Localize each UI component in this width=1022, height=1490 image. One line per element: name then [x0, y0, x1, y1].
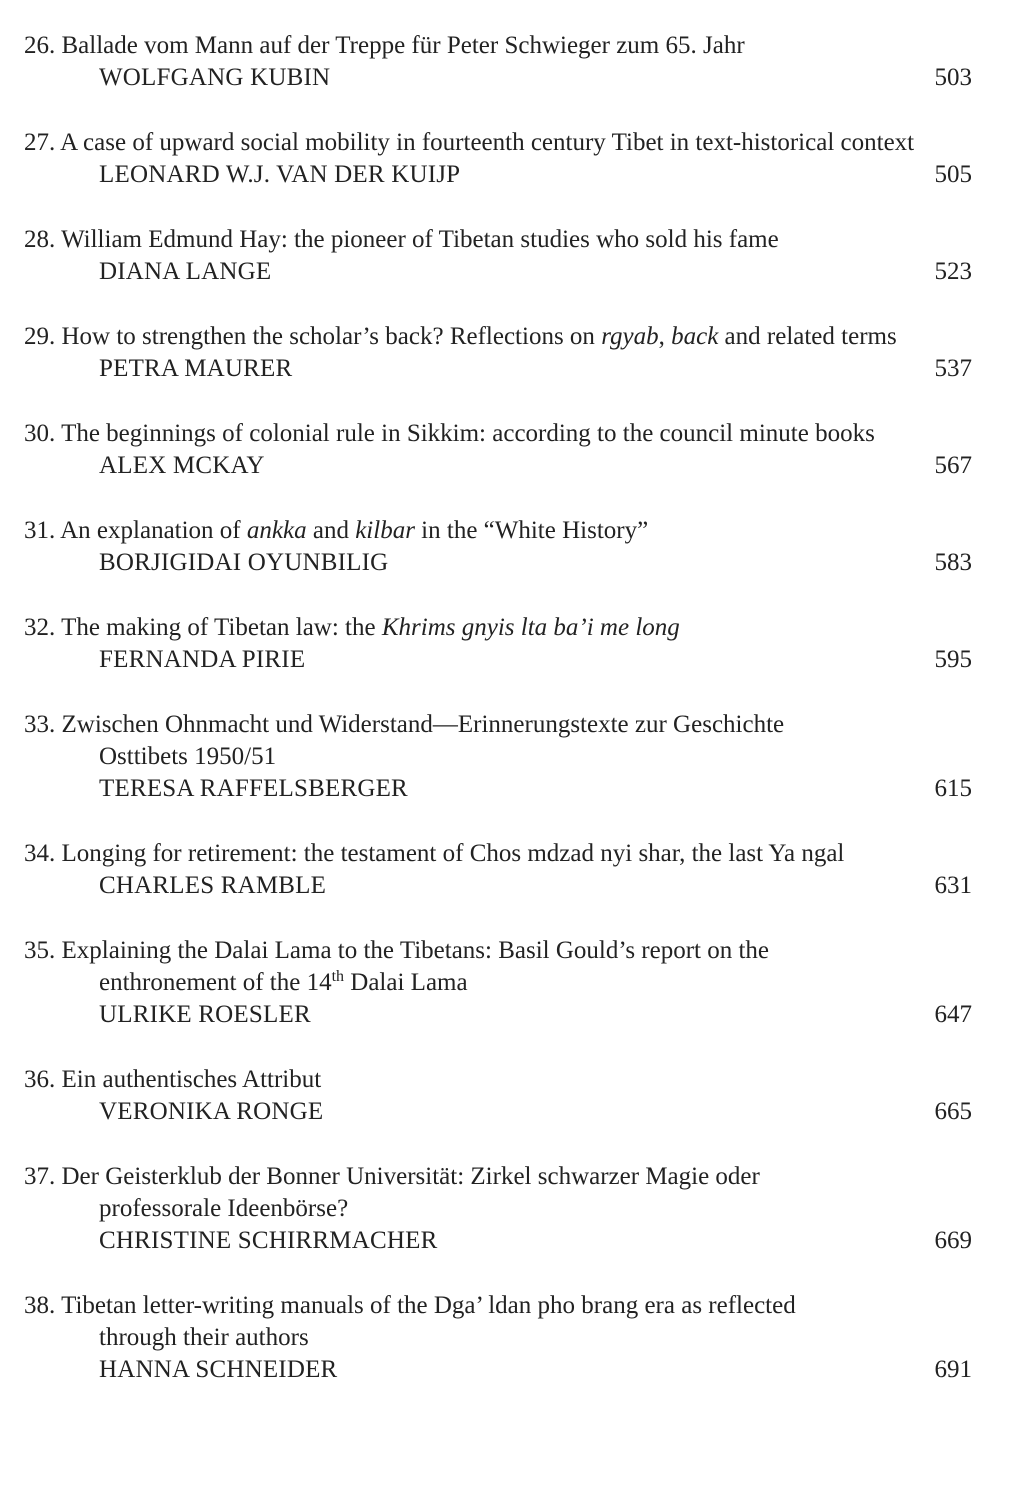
title-text: William Edmund Hay: the pioneer of Tibetan studies who sold his fame	[61, 226, 779, 253]
entry-title-line	[24, 1290, 972, 1322]
title-text: How to strengthen the scholar’s back? Reflections on	[61, 323, 602, 350]
entry-author: VERONIKA RONGE	[99, 1098, 324, 1125]
toc-entry[interactable]	[24, 321, 972, 385]
page-number[interactable]: 523	[934, 258, 972, 285]
entry-title-line	[24, 1322, 972, 1354]
entry-title-line	[24, 224, 972, 256]
entry-title-line	[24, 709, 972, 741]
entry-title-line	[24, 967, 972, 999]
title-text: Ballade vom Mann auf der Treppe für Peter Schwieger zum 65. Jahr	[61, 32, 745, 59]
entry-author: BORJIGIDAI OYUNBILIG	[99, 549, 389, 576]
entry-title-line	[24, 1193, 972, 1225]
entry-title-line	[24, 321, 972, 353]
toc-entry[interactable]	[24, 935, 972, 1031]
title-text: The making of Tibetan law: the	[61, 614, 382, 641]
entry-author: ALEX MCKAY	[99, 452, 265, 479]
entry-number: 32.	[24, 614, 56, 641]
author-row	[24, 450, 972, 482]
author-row	[24, 256, 972, 288]
entry-author: DIANA LANGE	[99, 258, 272, 285]
italic-term: back	[671, 323, 719, 350]
title-text: A case of upward social mobility in fourteenth century Tibet in text-historical context	[60, 129, 915, 156]
author-row	[24, 1354, 972, 1386]
entry-title-line	[24, 1064, 972, 1096]
entry-author: PETRA MAURER	[99, 355, 293, 382]
title-text: Tibetan letter-writing manuals of the Dga’ ldan pho brang era as reflected	[61, 1292, 796, 1319]
title-text: Dalai Lama	[344, 969, 468, 996]
page-number[interactable]: 669	[934, 1227, 972, 1254]
entry-title-line	[24, 1161, 972, 1193]
entry-author: CHARLES RAMBLE	[99, 872, 327, 899]
title-text: professorale Ideenbörse?	[99, 1195, 349, 1222]
page-number[interactable]: 567	[934, 452, 972, 479]
title-text: The beginnings of colonial rule in Sikkim: according to the council minute books	[61, 420, 875, 447]
title-text: Ein authentisches Attribut	[61, 1066, 322, 1093]
entry-number: 33.	[24, 711, 56, 738]
italic-term: Khrims gnyis lta ba’i me long	[381, 614, 680, 641]
page-number[interactable]: 537	[934, 355, 972, 382]
title-text: Zwischen Ohnmacht und Widerstand—Erinnerungstexte zur Geschichte	[61, 711, 785, 738]
page-number[interactable]: 631	[934, 872, 972, 899]
entry-author: HANNA SCHNEIDER	[99, 1356, 338, 1383]
title-text: Der Geisterklub der Bonner Universität: Zirkel schwarzer Magie oder	[61, 1163, 760, 1190]
author-row	[24, 547, 972, 579]
title-text: An explanation of	[60, 517, 247, 544]
toc-entry[interactable]	[24, 709, 972, 805]
toc-entry[interactable]	[24, 612, 972, 676]
author-row	[24, 870, 972, 902]
title-text: Osttibets 1950/51	[99, 743, 277, 770]
toc-entry[interactable]	[24, 1064, 972, 1128]
entry-number: 37.	[24, 1163, 56, 1190]
toc-entry[interactable]	[24, 1161, 972, 1257]
entry-title-line	[24, 741, 972, 773]
entry-number: 38.	[24, 1292, 56, 1319]
toc-entry[interactable]	[24, 515, 972, 579]
toc-entry[interactable]	[24, 838, 972, 902]
superscript: th	[331, 968, 345, 985]
page-number[interactable]: 583	[934, 549, 972, 576]
entry-title-line	[24, 935, 972, 967]
author-row	[24, 1096, 972, 1128]
italic-term: kilbar	[355, 517, 415, 544]
title-text: and	[306, 517, 356, 544]
entry-author: LEONARD W.J. VAN DER KUIJP	[99, 161, 461, 188]
entry-author: CHRISTINE SCHIRRMACHER	[99, 1227, 438, 1254]
italic-term: rgyab	[601, 323, 659, 350]
entry-author: WOLFGANG KUBIN	[99, 64, 331, 91]
italic-term: ankka	[246, 517, 307, 544]
author-row	[24, 62, 972, 94]
entry-number: 29.	[24, 323, 56, 350]
author-row	[24, 353, 972, 385]
entry-author: FERNANDA PIRIE	[99, 646, 306, 673]
title-text: Explaining the Dalai Lama to the Tibetans: Basil Gould’s report on the	[61, 937, 770, 964]
entry-title-line	[24, 127, 972, 159]
author-row	[24, 773, 972, 805]
title-text: Longing for retirement: the testament of Chos mdzad nyi shar, the last Ya ngal	[61, 840, 845, 867]
title-text: ,	[658, 323, 672, 350]
page-number[interactable]: 615	[934, 775, 972, 802]
entry-number: 31.	[24, 517, 56, 544]
entry-author: TERESA RAFFELSBERGER	[99, 775, 408, 802]
entry-title-line	[24, 612, 972, 644]
title-text: in the “White History”	[414, 517, 649, 544]
page-number[interactable]: 503	[934, 64, 972, 91]
title-text: enthronement of the 14	[99, 969, 332, 996]
entry-number: 26.	[24, 32, 56, 59]
page-number[interactable]: 647	[934, 1001, 972, 1028]
author-row	[24, 1225, 972, 1257]
toc-entry[interactable]	[24, 418, 972, 482]
entry-title-line	[24, 515, 972, 547]
entry-number: 34.	[24, 840, 56, 867]
page-number[interactable]: 691	[934, 1356, 972, 1383]
page-number[interactable]: 595	[934, 646, 972, 673]
author-row	[24, 999, 972, 1031]
toc-entry[interactable]	[24, 30, 972, 94]
entry-title-line	[24, 30, 972, 62]
toc-entry[interactable]	[24, 224, 972, 288]
table-of-contents	[24, 30, 972, 1419]
title-text: through their authors	[99, 1324, 309, 1351]
entry-number: 36.	[24, 1066, 56, 1093]
entry-title-line	[24, 838, 972, 870]
author-row	[24, 159, 972, 191]
entry-number: 30.	[24, 420, 56, 447]
page-number[interactable]: 665	[934, 1098, 972, 1125]
toc-entry[interactable]	[24, 127, 972, 191]
entry-number: 35.	[24, 937, 56, 964]
entry-number: 28.	[24, 226, 56, 253]
entry-author: ULRIKE ROESLER	[99, 1001, 311, 1028]
toc-entry[interactable]	[24, 1290, 972, 1386]
author-row	[24, 644, 972, 676]
entry-title-line	[24, 418, 972, 450]
page-number[interactable]: 505	[934, 161, 972, 188]
entry-number: 27.	[24, 129, 56, 156]
title-text: and related terms	[718, 323, 897, 350]
